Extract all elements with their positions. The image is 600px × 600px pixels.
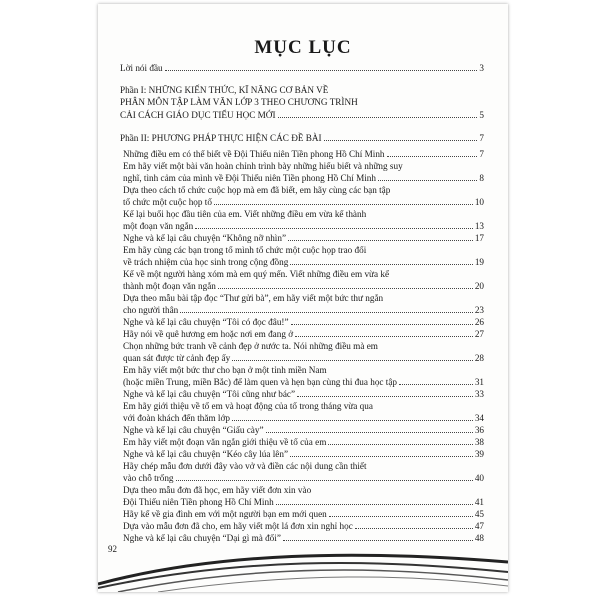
- toc-entry-line: [120, 220, 484, 232]
- toc-entry: [120, 340, 484, 365]
- toc-entry-text: Kể về một người hàng xóm mà em quý mến. Viết những điều em vừa kể: [123, 269, 390, 279]
- toc-entry-line: [120, 460, 484, 472]
- toc-page-number: 38: [474, 437, 484, 447]
- toc-page-number: 28: [474, 353, 484, 364]
- toc-entry-text: Em hãy viết một đoạn văn ngắn giới thiệu về tổ của em: [123, 437, 327, 447]
- toc-entry-text: Hãy kể về gia đình em với một người bạn em mới quen: [123, 509, 327, 519]
- toc-entry-text: Dựa theo cách tổ chức cuộc họp mà em đã biết, em hãy cùng các bạn tập: [123, 185, 391, 195]
- page-title: MỤC LỤC: [254, 37, 352, 58]
- toc-entry-text: Kể lại buổi học đầu tiên của em. Viết những điều em vừa kể thành: [123, 209, 367, 219]
- toc-entry-line: [120, 62, 484, 74]
- toc-entry-line: [120, 376, 484, 388]
- leader-dots: [328, 444, 472, 445]
- toc-entry: [120, 460, 484, 485]
- leader-dots: [297, 396, 473, 397]
- toc-entry: [120, 84, 484, 121]
- leader-dots: [290, 456, 473, 457]
- book-page: [98, 4, 508, 592]
- toc-entry-line: [120, 448, 484, 460]
- toc-page-number: 33: [474, 389, 484, 399]
- leader-dots: [399, 384, 473, 385]
- toc-entry-line: [120, 184, 484, 196]
- toc-page-number: 5: [479, 109, 484, 120]
- toc-entry-text: nghĩ, tình cảm của mình về Đội Thiếu niên Tiền phong Hồ Chí Minh: [123, 173, 376, 184]
- toc-entry-text: tổ chức một cuộc họp tổ: [123, 197, 212, 208]
- toc-entry-line: [120, 196, 484, 208]
- toc-entry-text: với đoàn khách đến thăm lớp: [123, 413, 230, 424]
- toc-page-number: 39: [474, 449, 484, 459]
- toc-page-number: 7: [479, 133, 484, 143]
- toc-entry-line: [120, 160, 484, 172]
- toc-page-number: 23: [474, 305, 484, 316]
- toc-entry-text: Dựa theo mẫu đơn đã học, em hãy viết đơn xin vào: [123, 485, 312, 495]
- leader-dots: [278, 117, 478, 118]
- toc-entry-line: [120, 280, 484, 292]
- toc-entry-text: CẢI CÁCH GIÁO DỤC TIỂU HỌC MỚI: [120, 109, 276, 120]
- decorative-swoosh: [98, 522, 508, 592]
- toc-entry-text: (hoặc miền Trung, miền Bắc) để làm quen và hẹn bạn cùng thi đua học tập: [123, 377, 398, 388]
- toc-entry-text: vào chỗ trống: [123, 473, 174, 484]
- page-number: 92: [108, 544, 117, 554]
- toc-entry-text: Nghe và kể lại câu chuyện “Không nỡ nhìn”: [123, 233, 287, 243]
- toc-entry-line: [120, 364, 484, 376]
- toc-entry: [120, 232, 484, 244]
- toc-entry: [120, 208, 484, 233]
- toc-entry-line: [120, 508, 484, 520]
- toc-entry-line: [120, 400, 484, 412]
- leader-dots: [378, 180, 477, 181]
- toc-entry: [120, 424, 484, 436]
- toc-entry-line: [120, 232, 484, 244]
- toc-entry-line: [120, 132, 484, 144]
- toc-entry-text: về trách nhiệm của học sinh trong cộng đồng: [123, 257, 289, 268]
- toc-entry: [120, 484, 484, 509]
- toc-entry: [120, 184, 484, 209]
- toc-entry: [120, 244, 484, 269]
- toc-entry: [120, 328, 484, 340]
- toc-entry-text: cho người thân: [123, 305, 179, 316]
- toc-page-number: 26: [474, 317, 484, 327]
- toc-entry-text: quan sát được từ cảnh đẹp ấy: [123, 353, 231, 364]
- leader-dots: [291, 324, 473, 325]
- toc-entry: [120, 268, 484, 293]
- toc-page-number: 41: [474, 497, 484, 508]
- toc-entry-line: [120, 244, 484, 256]
- toc-entry-line: [120, 340, 484, 352]
- leader-dots: [324, 140, 478, 141]
- toc-entry: [120, 62, 484, 74]
- toc-entry: [120, 160, 484, 185]
- toc-entry-line: [120, 352, 484, 364]
- leader-dots: [214, 204, 473, 205]
- toc-page-number: 19: [474, 257, 484, 268]
- toc-entry-line: [120, 96, 484, 108]
- toc-entry-line: [120, 208, 484, 220]
- toc-entry-text: thành một đoạn văn ngắn: [123, 281, 216, 292]
- toc-entry-line: [120, 256, 484, 268]
- toc-entry-text: Nghe và kể lại câu chuyện “Tôi cũng như bác”: [123, 389, 296, 399]
- toc-entry: [120, 436, 484, 448]
- toc-page-number: 8: [479, 173, 484, 184]
- toc-entry-text: Phần II: PHƯƠNG PHÁP THỰC HIỆN CÁC ĐỀ BÀI: [120, 133, 322, 143]
- leader-dots: [176, 480, 473, 481]
- leader-dots: [232, 420, 473, 421]
- toc-page-number: 7: [479, 149, 484, 159]
- toc-entry-text: Nghe và kể lại câu chuyện “Tôi có đọc đâu!”: [123, 317, 289, 327]
- toc-entry-text: Lời nói đầu: [120, 63, 163, 73]
- toc-entry: [120, 400, 484, 425]
- toc-entry-text: Những điều em có thể biết về Đội Thiếu niên Tiền phong Hồ Chí Minh: [123, 149, 385, 159]
- toc-entry: [120, 364, 484, 389]
- toc-entry-text: Chọn những bức tranh về cảnh đẹp ở nước ta. Nói những điều mà em: [123, 341, 378, 351]
- toc-page-number: 27: [474, 329, 484, 339]
- toc-page-number: 17: [474, 233, 484, 243]
- toc-page-number: 48: [474, 533, 484, 543]
- toc-entry: [120, 132, 484, 144]
- toc-entry-text: Đội Thiếu niên Tiền phong Hồ Chí Minh: [123, 497, 274, 508]
- toc-entry-line: [120, 268, 484, 280]
- toc-page-number: 31: [474, 377, 484, 388]
- toc-entry-text: Em hãy viết một bài văn hoàn chỉnh trình bày những hiểu biết và những suy: [123, 161, 403, 171]
- toc-entry-line: [120, 472, 484, 484]
- leader-dots: [266, 432, 473, 433]
- leader-dots: [165, 70, 478, 71]
- toc-entry-line: [120, 84, 484, 96]
- toc-entry-line: [120, 148, 484, 160]
- toc-entry-line: [120, 172, 484, 184]
- toc-entry-text: Em hãy giới thiệu về tổ em và hoạt động của tổ trong tháng vừa qua: [123, 401, 373, 411]
- toc-entry: [120, 292, 484, 317]
- toc-entry-text: một đoạn văn ngắn: [123, 221, 194, 232]
- toc-entry: [120, 508, 484, 520]
- toc-entry-text: Nghe và kể lại câu chuyện “Dại gì mà đổi”: [123, 533, 281, 543]
- toc-entry-text: Hãy chép mẫu đơn dưới đây vào vở và điền các nội dung cần thiết: [123, 461, 367, 471]
- toc-entry-line: [120, 424, 484, 436]
- toc-entry-line: [120, 109, 484, 121]
- leader-dots: [290, 264, 472, 265]
- leader-dots: [387, 156, 478, 157]
- toc-entry-text: Dựa vào mẫu đơn đã cho, em hãy viết một lá đơn xin nghỉ học: [123, 521, 353, 531]
- toc-entry: [120, 388, 484, 400]
- toc-page-number: 45: [474, 509, 484, 519]
- toc-entry-text: Dựa theo mẫu bài tập đọc “Thư gửi bà”, em hãy viết một bức thư ngắn: [123, 293, 384, 303]
- toc-entry-line: [120, 328, 484, 340]
- toc-entry-text: Hãy nói về quê hương em hoặc nơi em đang ở: [123, 329, 294, 339]
- toc-entry-line: [120, 436, 484, 448]
- leader-dots: [288, 240, 473, 241]
- toc-page-number: 47: [474, 521, 484, 531]
- leader-dots: [232, 360, 473, 361]
- leader-dots: [329, 516, 473, 517]
- toc-page-number: 36: [474, 425, 484, 435]
- toc-page-number: 13: [474, 221, 484, 232]
- toc-entry-line: [120, 316, 484, 328]
- toc-page-number: 10: [474, 197, 484, 208]
- toc-entry: [120, 148, 484, 160]
- toc-page-number: 40: [474, 473, 484, 484]
- toc-entry-line: [120, 304, 484, 316]
- toc-entry-line: [120, 388, 484, 400]
- toc-entry-text: Nghe và kể lại câu chuyện “Giấu cày”: [123, 425, 264, 435]
- toc-page-number: 3: [479, 63, 484, 73]
- toc-entry: [120, 448, 484, 460]
- leader-dots: [195, 228, 473, 229]
- toc-page-number: 20: [474, 281, 484, 292]
- toc-entry-line: [120, 484, 484, 496]
- toc-entry-line: [120, 496, 484, 508]
- toc-entry-text: Phần I: NHỮNG KIẾN THỨC, KĨ NĂNG CƠ BẢN VỀ: [120, 85, 329, 95]
- leader-dots: [218, 288, 473, 289]
- toc-entry-text: PHÂN MÔN TẬP LÀM VĂN LỚP 3 THEO CHƯƠNG TRÌNH: [120, 97, 358, 108]
- toc-entry-text: Em hãy cùng các bạn trong tổ mình tổ chức một cuộc họp trao đổi: [123, 245, 367, 255]
- toc-entry-text: Nghe và kể lại câu chuyện “Kéo cây lúa lên”: [123, 449, 289, 459]
- leader-dots: [295, 336, 473, 337]
- leader-dots: [276, 504, 473, 505]
- toc-entry-line: [120, 292, 484, 304]
- leader-dots: [180, 312, 473, 313]
- toc-entry: [120, 316, 484, 328]
- toc-page-number: 34: [474, 413, 484, 424]
- toc-entry-text: Em hãy viết một bức thư cho bạn ở một tỉnh miền Nam: [123, 365, 327, 375]
- toc-entry-line: [120, 412, 484, 424]
